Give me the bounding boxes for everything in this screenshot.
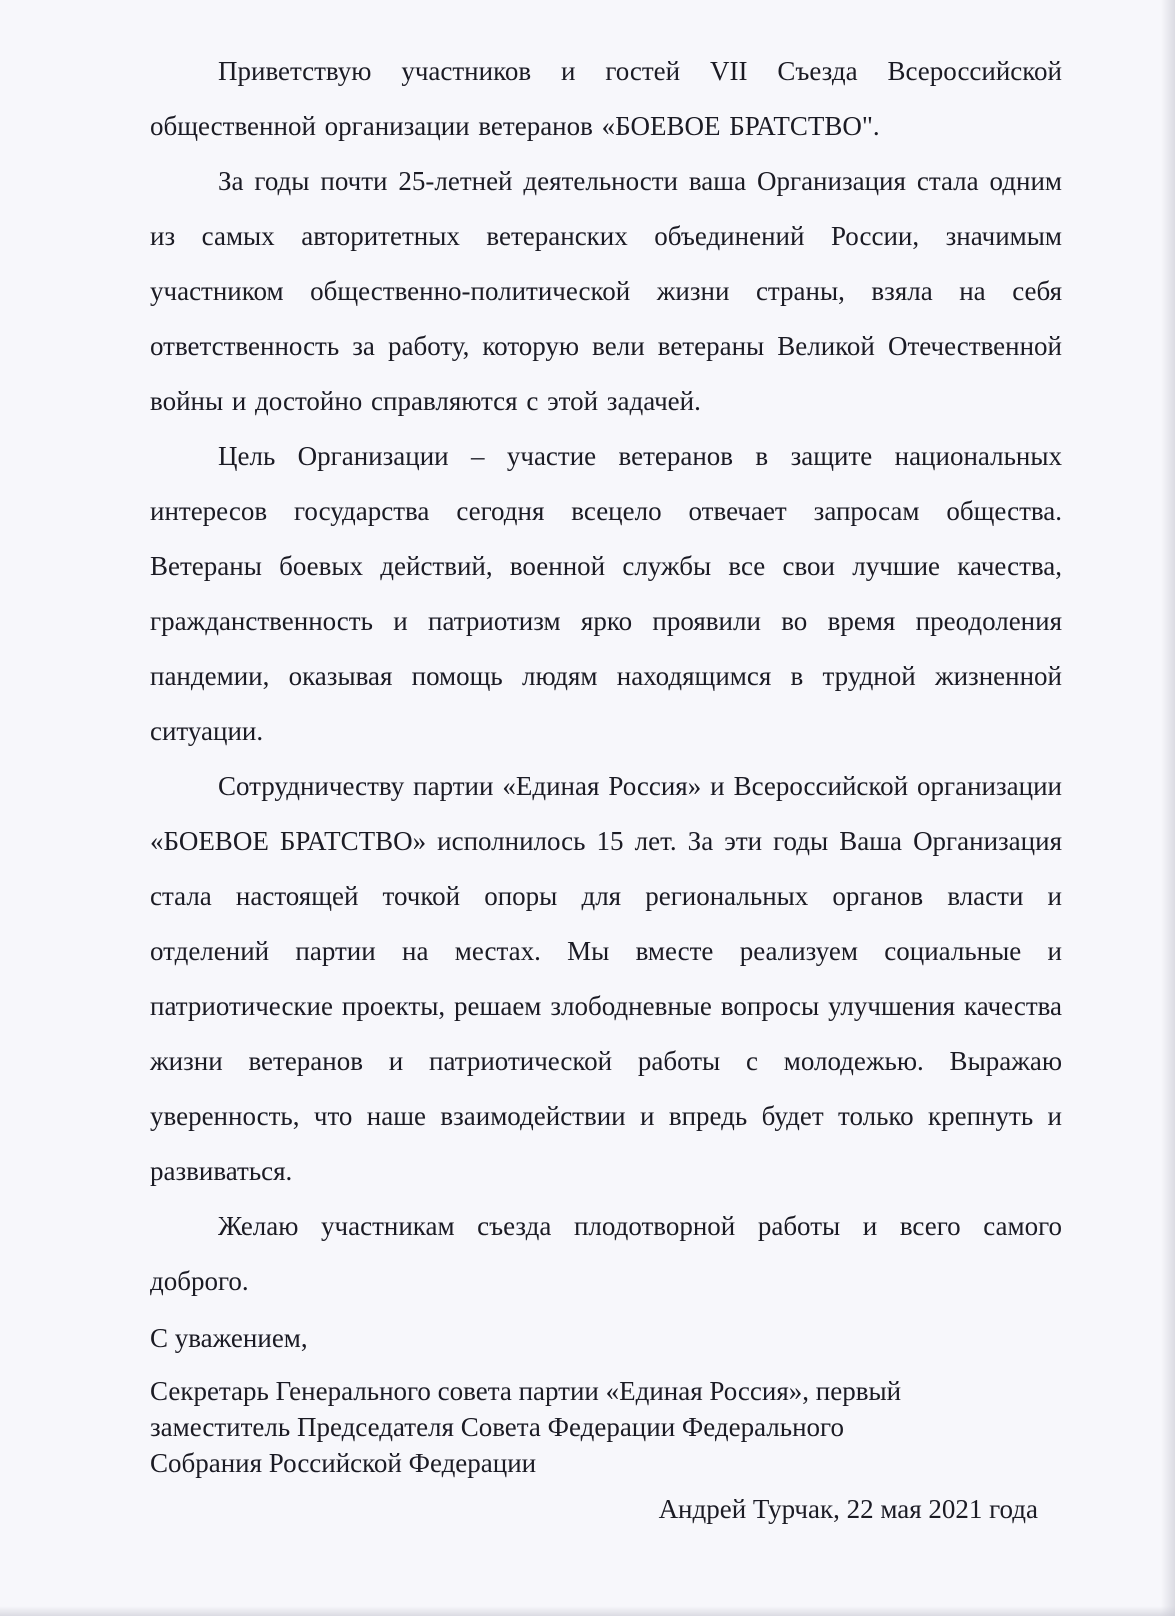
signatory-title-line: Собрания Российской Федерации xyxy=(150,1448,537,1478)
letter-body xyxy=(150,44,1062,1529)
paragraph-goal: Цель Организации – участие ветеранов в защите национальных интересов государства сегодня всецело отвечает запросам общества. Ветераны боевых действий, военной службы все свои лучшие качества, гражданственность и патриотизм ярко проявили во время преодоления пандемии, оказывая помощь людям находящимся в трудной жизненной ситуации. xyxy=(150,441,1062,746)
scan-edge-right xyxy=(1161,0,1175,1616)
closing-salutation: С уважением, xyxy=(150,1323,308,1353)
signatory-title xyxy=(150,1373,1062,1481)
signatory-title-line: заместитель Председателя Совета Федерации Федерального xyxy=(150,1412,844,1442)
signatory-title-line: Секретарь Генерального совета партии «Единая Россия», первый xyxy=(150,1376,902,1406)
paragraph-history: За годы почти 25-летней деятельности ваша Организация стала одним из самых авторитетных ветеранских объединений России, значимым участником общественно-политической жизни страны, взяла на себя ответственность за работу, которую вели ветераны Великой Отечественной войны и достойно справляются с этой задачей. xyxy=(150,166,1062,416)
paragraph-cooperation: Сотрудничеству партии «Единая Россия» и Всероссийской организации «БОЕВОЕ БРАТСТВО» исполнилось 15 лет. За эти годы Ваша Организация стала настоящей точкой опоры для региональных органов власти и отделений партии на местах. Мы вместе реализуем социальные и патриотические проекты, решаем злободневные вопросы улучшения качества жизни ветеранов и патриотической работы с молодежью. Выражаю уверенность, что наше взаимодействии и впредь будет только крепнуть и развиваться. xyxy=(150,771,1062,1186)
paragraph-greeting: Приветствую участников и гостей VII Съезда Всероссийской общественной организации ветеранов «БОЕВОЕ БРАТСТВО". xyxy=(150,56,1062,141)
signatory-name-date: Андрей Турчак, 22 мая 2021 года xyxy=(658,1494,1038,1524)
paragraph-wishes: Желаю участникам съезда плодотворной работы и всего самого доброго. xyxy=(150,1211,1062,1296)
scan-edge-bottom xyxy=(0,1606,1175,1616)
